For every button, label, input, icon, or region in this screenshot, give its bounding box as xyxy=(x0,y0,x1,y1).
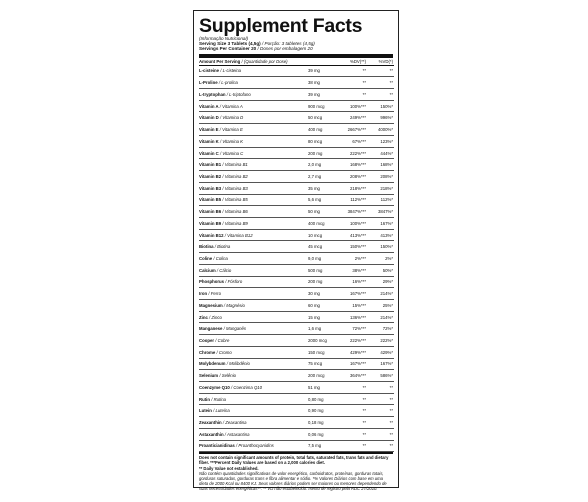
nutrient-amount: 9,0 mg xyxy=(304,253,337,265)
nutrient-row xyxy=(199,217,394,229)
nutrient-row xyxy=(199,335,394,347)
nutrient-row xyxy=(199,89,394,101)
nutrient-name-en: Vitamin D xyxy=(199,115,219,121)
nutrient-row xyxy=(199,382,394,394)
nutrient-name xyxy=(199,159,304,171)
nutrient-dv1: 167%*** xyxy=(337,358,366,370)
nutrient-amount: 150 mcg xyxy=(304,346,337,358)
nutrient-name xyxy=(199,112,304,124)
nutrient-amount: 5,6 mg xyxy=(304,194,337,206)
nutrient-dv2: 29%* xyxy=(366,276,394,288)
nutrient-dv1: 72%*** xyxy=(337,323,366,335)
amount-pt: / (Quantidade por Dose) xyxy=(241,58,288,64)
nutrient-name-en: Iron xyxy=(199,291,208,297)
nutrient-dv2: ** xyxy=(366,417,394,429)
label-title: Supplement Facts xyxy=(199,15,363,37)
nutrient-dv2: 150%* xyxy=(366,100,394,112)
nutrient-name-en: Biotina xyxy=(199,244,214,250)
nutrient-name-pt: / Astaxantina xyxy=(224,431,250,437)
nutrient-name xyxy=(199,417,304,429)
nutrient-name xyxy=(199,194,304,206)
nutrient-name xyxy=(199,440,304,452)
nutrient-amount: 39 mg xyxy=(304,65,337,77)
nutrient-name-pt: / Magnésio xyxy=(223,302,245,308)
nutrient-dv2: 123%* xyxy=(366,135,394,147)
nutrient-amount: 38 mg xyxy=(304,77,337,89)
footnote-en-1 xyxy=(199,455,393,465)
nutrient-name-pt: / Zeaxantina xyxy=(222,420,247,426)
nutrient-row xyxy=(199,182,394,194)
nutrient-amount: 50 mcg xyxy=(304,112,337,124)
nutrient-dv2: 112%* xyxy=(366,194,394,206)
bottom-divider xyxy=(199,452,393,454)
table-header-row xyxy=(199,58,394,66)
nutrient-dv2: ** xyxy=(366,65,394,77)
nutrient-name-en: Lutein xyxy=(199,408,212,414)
nutrient-name-pt: / Fósforo xyxy=(225,279,243,285)
footnotes xyxy=(199,455,393,491)
nutrient-dv2: ** xyxy=(366,77,394,89)
amount-per-serving-header xyxy=(199,58,337,66)
nutrient-name-pt: / Biotina xyxy=(214,244,231,250)
dv2-header: %VD(*) xyxy=(366,58,394,66)
nutrient-amount: 7,5 mg xyxy=(304,440,337,452)
nutrient-name xyxy=(199,382,304,394)
nutrient-row xyxy=(199,393,394,405)
nutrient-amount: 200 mcg xyxy=(304,370,337,382)
nutrient-name xyxy=(199,253,304,265)
nutrient-dv2: 3847%* xyxy=(366,206,394,218)
nutrient-dv2: 444%* xyxy=(366,147,394,159)
nutrient-amount: 900 mcg xyxy=(304,100,337,112)
nutrient-row xyxy=(199,194,394,206)
nutrient-amount: 0,80 mg xyxy=(304,393,337,405)
nutrient-name xyxy=(199,335,304,347)
nutrient-name-en: L-Proline xyxy=(199,80,218,86)
nutrient-dv2: 222%* xyxy=(366,335,394,347)
nutrient-name-pt: / Vitamina B6 xyxy=(222,209,248,215)
nutrient-dv2: 2%* xyxy=(366,253,394,265)
nutrient-dv2: 208%* xyxy=(366,171,394,183)
nutrient-name-en: Calcium xyxy=(199,267,216,273)
nutrient-dv1: 168%*** xyxy=(337,159,366,171)
nutrient-name-en: Vitamin B1 xyxy=(199,162,222,168)
nutrient-name-en: Zeaxanthin xyxy=(199,420,222,426)
nutrient-dv1: ** xyxy=(337,393,366,405)
nutrient-dv1: ** xyxy=(337,405,366,417)
nutrient-name-en: Vitamin B5 xyxy=(199,197,222,203)
nutrient-dv2: ** xyxy=(366,89,394,101)
nutrient-row xyxy=(199,276,394,288)
amount-label: Amount Per Serving xyxy=(199,58,241,64)
nutrient-dv1: 2667%*** xyxy=(337,124,366,136)
nutrient-dv1: 413%*** xyxy=(337,229,366,241)
nutrient-row xyxy=(199,346,394,358)
nutrient-name-pt: / Coenzima Q10 xyxy=(231,384,263,390)
nutrient-name-en: Cooper xyxy=(199,338,215,343)
nutrient-row xyxy=(199,311,394,323)
nutrient-name xyxy=(199,264,304,276)
nutrient-name xyxy=(199,393,304,405)
nutrient-dv2: 150%* xyxy=(366,241,394,253)
nutrient-dv2: 168%* xyxy=(366,159,394,171)
nutrient-name-en: Vitamin B12 xyxy=(199,232,224,238)
supplement-facts-label xyxy=(193,10,399,491)
nutrient-amount: 1,6 mg xyxy=(304,323,337,335)
nutrient-name-en: Molybdenum xyxy=(199,361,226,367)
nutrient-name-pt: / Vitamina K xyxy=(219,138,244,144)
nutrient-name xyxy=(199,182,304,194)
nutrient-name-pt: / Vitamina E xyxy=(219,127,243,133)
nutrient-row xyxy=(199,77,394,89)
nutrient-row xyxy=(199,370,394,382)
nutrient-name xyxy=(199,241,304,253)
serving-size-label: Serving Size 3 Tablets (4,5g) xyxy=(199,41,261,47)
nutrient-row xyxy=(199,323,394,335)
nutrient-amount: 400 mg xyxy=(304,124,337,136)
nutrient-dv1: ** xyxy=(337,65,366,77)
nutrient-row xyxy=(199,428,394,440)
nutrient-dv2: ** xyxy=(366,405,394,417)
nutrient-name xyxy=(199,89,304,101)
label-subtitle: (Informação Nutricional) xyxy=(199,36,249,41)
nutrient-amount: 0,06 mg xyxy=(304,428,337,440)
nutrient-name-en: Vitamin K xyxy=(199,138,219,144)
nutrient-name-pt: / Vitamina B12 xyxy=(224,232,253,238)
nutrient-amount: 10 mcg xyxy=(304,229,337,241)
nutrient-name-en: Chrome xyxy=(199,349,216,355)
nutrient-name-pt: / Cromo xyxy=(216,349,232,355)
nutrient-dv2: 429%* xyxy=(366,346,394,358)
nutrient-dv1: 222%*** xyxy=(337,147,366,159)
footnote-en-2-text: ** Daily Value not established. xyxy=(199,465,259,471)
nutrient-row xyxy=(199,112,394,124)
nutrient-dv2: 586%* xyxy=(366,370,394,382)
nutrient-name-en: Rutin xyxy=(199,396,210,402)
nutrient-amount: 15 mg xyxy=(304,311,337,323)
nutrient-dv1: 15%*** xyxy=(337,299,366,311)
nutrient-row xyxy=(199,405,394,417)
nutrient-name xyxy=(199,100,304,112)
nutrient-name-pt: / Manganês xyxy=(223,326,247,332)
nutrient-name-en: L-tryptophan xyxy=(199,91,226,97)
nutrient-name xyxy=(199,299,304,311)
nutrient-name xyxy=(199,358,304,370)
nutrient-dv2: ** xyxy=(366,382,394,394)
nutrient-amount: 39 mg xyxy=(304,89,337,101)
nutrient-dv1: 3847%*** xyxy=(337,206,366,218)
nutrient-dv2: 4000%* xyxy=(366,124,394,136)
nutrient-row xyxy=(199,100,394,112)
nutrient-name-en: Astaxanthin xyxy=(199,431,224,437)
nutrient-name-pt: / Ferro xyxy=(208,291,221,297)
nutrient-row xyxy=(199,358,394,370)
nutrient-dv2: ** xyxy=(366,428,394,440)
nutrient-name xyxy=(199,206,304,218)
nutrient-row xyxy=(199,299,394,311)
nutrient-name-pt: / Cálcio xyxy=(216,267,232,273)
nutrient-name xyxy=(199,276,304,288)
nutrient-dv1: 38%*** xyxy=(337,264,366,276)
nutrient-name-en: Vitamin C xyxy=(199,150,219,156)
nutrient-row xyxy=(199,417,394,429)
nutrient-dv1: 100%*** xyxy=(337,100,366,112)
nutrient-name-pt: / Vitamina B2 xyxy=(222,173,248,179)
nutrient-dv2: ** xyxy=(366,440,394,452)
servings-per-container xyxy=(199,46,393,51)
nutrient-name-en: Vitamin A xyxy=(199,103,219,109)
nutrient-dv1: 112%*** xyxy=(337,194,366,206)
nutrient-dv1: 100%*** xyxy=(337,217,366,229)
servings-pt: / Doses por embalagem 20 xyxy=(257,46,313,52)
nutrient-name xyxy=(199,370,304,382)
nutrient-name-pt: / Selênio xyxy=(219,373,237,379)
nutrient-name xyxy=(199,77,304,89)
nutrient-row xyxy=(199,171,394,183)
nutrient-name-en: Zinc xyxy=(199,314,208,320)
nutrient-dv2: 413%* xyxy=(366,229,394,241)
footnote-pt-text: Não contém quantidades significativas de valor energético, carboidratos, proteínas, gorduras totais, gorduras saturadas, gorduras trans e fibra alimentar e sódio. *% Valores Diários com base em uma dieta de 2000 Kcal ou 8400 KJ. Seus valores diários podem ser maiores ou menores dependendo de suas necessidades energéticas**. ** VD não estabelecido. Isento de registro pela RDC 27/2010. xyxy=(199,470,387,491)
nutrient-name xyxy=(199,288,304,300)
nutrient-amount: 51 mg xyxy=(304,382,337,394)
serving-size-pt: / Porção: 3 tabletes (4,5g) xyxy=(261,41,315,47)
nutrient-name-en: Vitamin B3 xyxy=(199,185,222,191)
nutrient-name xyxy=(199,229,304,241)
nutrient-name xyxy=(199,323,304,335)
nutrient-name-pt: / L-triptofano xyxy=(226,91,251,97)
nutrient-name-en: Coline xyxy=(199,255,213,261)
nutrient-dv2: 25%* xyxy=(366,299,394,311)
nutrient-row xyxy=(199,440,394,452)
nutrient-name xyxy=(199,147,304,159)
nutrient-row xyxy=(199,288,394,300)
servings-label: Servings Per Container 20 xyxy=(199,46,257,52)
nutrient-row xyxy=(199,124,394,136)
nutrient-dv1: 249%*** xyxy=(337,112,366,124)
nutrient-name-en: Coenzyme Q10 xyxy=(199,384,230,390)
nutrient-name-pt: / L-cisteina xyxy=(220,68,242,74)
nutrient-dv1: 67%*** xyxy=(337,135,366,147)
nutrient-amount: 2,7 mg xyxy=(304,171,337,183)
nutrient-name xyxy=(199,171,304,183)
nutrient-dv2: 50%* xyxy=(366,264,394,276)
dv1-header: %DV(**) xyxy=(337,58,366,66)
nutrient-name xyxy=(199,217,304,229)
nutrient-dv1: ** xyxy=(337,77,366,89)
nutrient-dv1: ** xyxy=(337,428,366,440)
nutrient-amount: 45 mcg xyxy=(304,241,337,253)
nutrient-amount: 0,90 mg xyxy=(304,405,337,417)
nutrient-name-en: Vitamin E xyxy=(199,127,219,133)
nutrient-dv1: 208%*** xyxy=(337,171,366,183)
nutrient-amount: 200 mg xyxy=(304,276,337,288)
nutrient-rows xyxy=(199,65,394,452)
nutrient-row xyxy=(199,65,394,77)
nutrient-dv1: 16%*** xyxy=(337,276,366,288)
nutrient-amount: 80 mcg xyxy=(304,135,337,147)
nutrient-dv1: ** xyxy=(337,89,366,101)
nutrient-amount: 2,0 mg xyxy=(304,159,337,171)
nutrient-dv1: 222%*** xyxy=(337,335,366,347)
nutrient-dv1: 167%*** xyxy=(337,288,366,300)
nutrient-name-pt: / Colina xyxy=(213,255,228,261)
nutrient-dv1: 364%*** xyxy=(337,370,366,382)
nutrient-name-en: Vitamin B6 xyxy=(199,209,222,215)
nutrient-dv2: 167%* xyxy=(366,358,394,370)
nutrient-name-en: Vitamin B9 xyxy=(199,220,222,226)
nutrient-dv1: 218%*** xyxy=(337,182,366,194)
nutrient-name-pt: / Proanthocyanidins xyxy=(236,443,274,449)
nutrient-name-en: Vitamin B2 xyxy=(199,173,222,179)
nutrient-dv2: 167%* xyxy=(366,217,394,229)
nutrient-dv2: 218%* xyxy=(366,182,394,194)
nutrient-row xyxy=(199,147,394,159)
footnote-pt xyxy=(199,471,393,491)
nutrient-name xyxy=(199,311,304,323)
nutrient-name xyxy=(199,428,304,440)
footnote-en-1-text: Does not contain significant amounts of protein, total fats, saturated fats, trans fats and dietary fiber. ***Percent Daily Values are based on a 2,000 calories diet. xyxy=(199,455,389,466)
nutrient-name xyxy=(199,405,304,417)
nutrient-dv2: 996%* xyxy=(366,112,394,124)
nutrient-row xyxy=(199,264,394,276)
nutrient-name-pt: / Vitamina B5 xyxy=(222,197,248,203)
nutrient-name-pt: / Vitamina A xyxy=(219,103,243,109)
nutrient-name-pt: / Cobre xyxy=(215,338,230,343)
nutrient-name-pt: / Zinco xyxy=(209,314,222,320)
nutrient-name-pt: / Vitamina B9 xyxy=(222,220,248,226)
nutrient-amount: 2000 mcg xyxy=(304,335,337,347)
nutrient-name-en: Manganese xyxy=(199,326,223,332)
nutrient-name-pt: / Rutina xyxy=(211,396,226,402)
nutrient-dv1: 136%*** xyxy=(337,311,366,323)
nutrient-amount: 200 mg xyxy=(304,147,337,159)
nutrient-row xyxy=(199,159,394,171)
nutrient-dv2: 72%* xyxy=(366,323,394,335)
nutrient-amount: 60 mg xyxy=(304,299,337,311)
nutrient-dv1: 2%*** xyxy=(337,253,366,265)
nutrient-amount: 75 mcg xyxy=(304,358,337,370)
nutrient-row xyxy=(199,206,394,218)
nutrient-name-en: Selenium xyxy=(199,373,219,379)
nutrient-amount: 35 mg xyxy=(304,182,337,194)
nutrient-name-pt: / Vitamina C xyxy=(219,150,244,156)
nutrient-name-pt: / L-prolina xyxy=(218,80,238,86)
nutrient-dv1: ** xyxy=(337,382,366,394)
nutrient-dv1: 150%*** xyxy=(337,241,366,253)
nutrient-name-pt: / Vitamina B3 xyxy=(222,185,248,191)
nutrient-table xyxy=(199,58,394,453)
nutrient-name-en: Magnesium xyxy=(199,302,223,308)
nutrient-amount: 500 mg xyxy=(304,264,337,276)
nutrient-row xyxy=(199,135,394,147)
nutrient-amount: 400 mcg xyxy=(304,217,337,229)
nutrient-name xyxy=(199,346,304,358)
nutrient-dv1: ** xyxy=(337,440,366,452)
nutrient-dv1: ** xyxy=(337,417,366,429)
nutrient-name-pt: / Vitamina D xyxy=(219,115,244,121)
nutrient-name-en: L-cisteine xyxy=(199,68,220,74)
nutrient-dv2: ** xyxy=(366,393,394,405)
nutrient-amount: 30 mg xyxy=(304,288,337,300)
nutrient-dv1: 429%*** xyxy=(337,346,366,358)
nutrient-name-pt: / Molibdênio xyxy=(226,361,250,367)
nutrient-name-pt: / Vitamina B1 xyxy=(222,162,248,168)
nutrient-row xyxy=(199,229,394,241)
nutrient-row xyxy=(199,253,394,265)
nutrient-amount: 0,18 mg xyxy=(304,417,337,429)
nutrient-name-en: Phosphorus xyxy=(199,279,225,285)
nutrient-dv2: 214%* xyxy=(366,311,394,323)
nutrient-amount: 50 mg xyxy=(304,206,337,218)
nutrient-row xyxy=(199,241,394,253)
nutrient-name-en: Proanticianidinas xyxy=(199,443,235,449)
nutrient-dv2: 214%* xyxy=(366,288,394,300)
nutrient-name-pt: / Luteína xyxy=(213,408,230,414)
nutrient-name xyxy=(199,135,304,147)
nutrient-name xyxy=(199,124,304,136)
nutrient-name xyxy=(199,65,304,77)
